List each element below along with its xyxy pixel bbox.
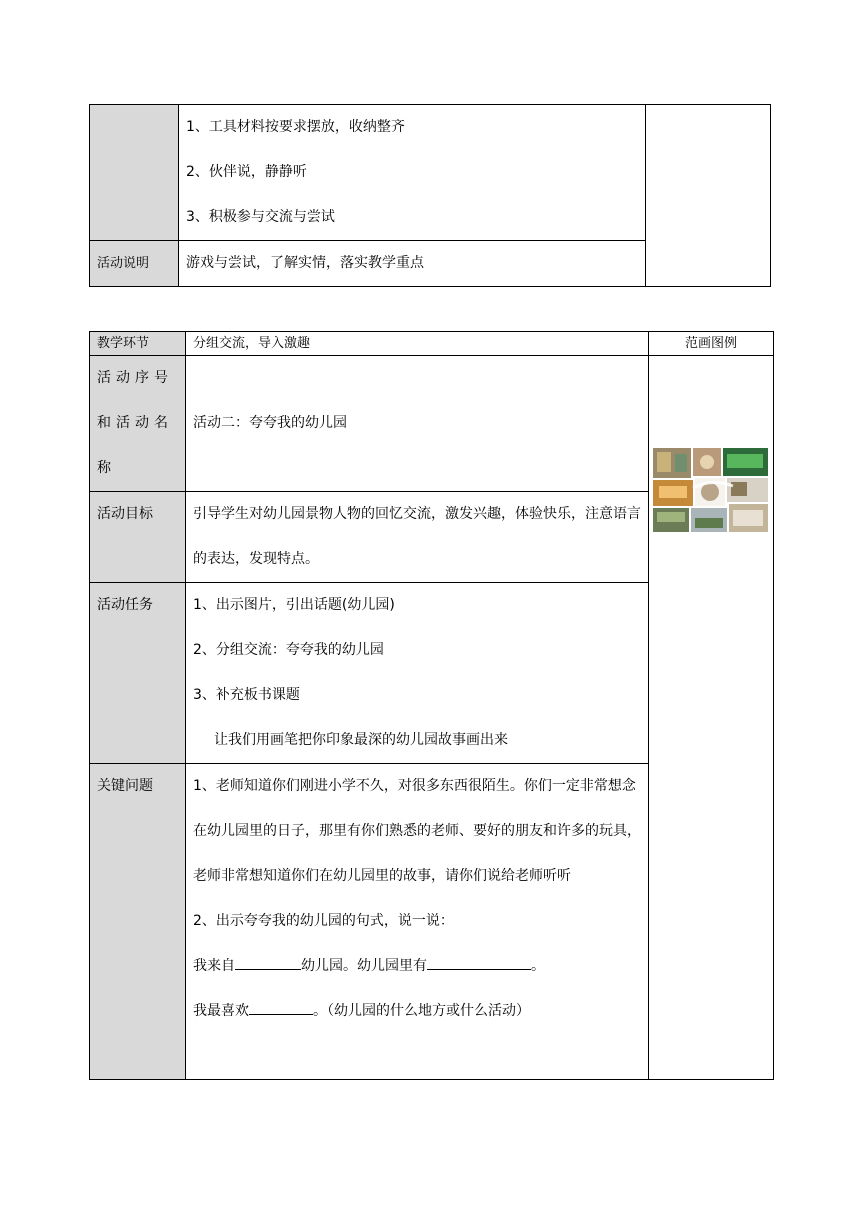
fill-blank-3 bbox=[249, 1000, 313, 1015]
activity-name-cell bbox=[186, 356, 649, 492]
sentence-2-part-b: 。（幼儿园的什么地方或什么活动） bbox=[313, 1003, 530, 1019]
activity-note-text bbox=[179, 241, 646, 287]
header-stage-title: 分组交流，导入激趣 bbox=[186, 332, 649, 356]
activity-name-label-3: 称 bbox=[97, 460, 116, 476]
key-questions-cell bbox=[186, 764, 649, 1080]
activity-name-text: 活动二：夸夸我的幼儿园 bbox=[193, 415, 347, 431]
sentence-pattern-2 bbox=[193, 989, 644, 1034]
key-questions-label: 关键问题 bbox=[90, 764, 186, 1080]
header-example-drawing: 范画图例 bbox=[649, 332, 774, 356]
rules-cell bbox=[179, 105, 646, 241]
activity-note-label: 活动说明 bbox=[90, 241, 179, 287]
key-question-paragraph-1: 1、老师知道你们刚进小学不久，对很多东西很陌生。你们一定非常想念在幼儿园里的日子，那里有你们熟悉的老师、要好的朋友和许多的玩具，老师非常想知道你们在幼儿园里的故事，请你们说给老师听听 bbox=[193, 778, 641, 884]
task-line-4: 让我们用画笔把你印象最深的幼儿园故事画出来 bbox=[214, 732, 508, 748]
activity-note-text-line: 游戏与尝试，了解实情，落实教学重点 bbox=[186, 255, 424, 271]
activity-name-label-1: 活动序号 bbox=[97, 370, 173, 386]
empty-right-cell bbox=[646, 105, 771, 287]
activity-name-label-2: 和活动名 bbox=[97, 415, 173, 431]
sentence-2-part-a: 我最喜欢 bbox=[193, 1003, 249, 1019]
rule-line-3: 3、积极参与交流与尝试 bbox=[186, 209, 335, 225]
fill-blank-1 bbox=[235, 955, 301, 970]
task-line-3: 3、补充板书课题 bbox=[193, 687, 300, 703]
fill-blank-2 bbox=[427, 955, 531, 970]
task-line-2: 2、分组交流：夸夸我的幼儿园 bbox=[193, 642, 384, 658]
key-question-paragraph-2: 2、出示夸夸我的幼儿园的句式，说一说： bbox=[193, 913, 454, 929]
table-top bbox=[89, 104, 771, 287]
goal-text: 引导学生对幼儿园景物人物的回忆交流，激发兴趣，体验快乐，注意语言的表达，发现特点。 bbox=[186, 492, 649, 583]
goal-label: 活动目标 bbox=[90, 492, 186, 583]
activity-name-label bbox=[90, 356, 186, 492]
tasks-cell bbox=[186, 583, 649, 764]
rule-line-2: 2、伙伴说，静静听 bbox=[186, 164, 307, 180]
task-line-1: 1、出示图片，引出话题(幼儿园) bbox=[193, 597, 395, 613]
header-teaching-stage: 教学环节 bbox=[90, 332, 186, 356]
sentence-1-part-b: 幼儿园。幼儿园里有 bbox=[301, 958, 427, 974]
rule-line-1: 1、工具材料按要求摆放，收纳整齐 bbox=[186, 119, 405, 135]
sentence-1-part-a: 我来自 bbox=[193, 958, 235, 974]
kindergarten-photo-collage bbox=[653, 448, 768, 532]
example-image-cell bbox=[649, 356, 774, 1080]
table-activity bbox=[89, 331, 774, 1080]
sentence-1-part-c: 。 bbox=[531, 958, 545, 974]
sentence-pattern-1 bbox=[193, 944, 644, 989]
empty-label-cell bbox=[90, 105, 179, 241]
tasks-label: 活动任务 bbox=[90, 583, 186, 764]
